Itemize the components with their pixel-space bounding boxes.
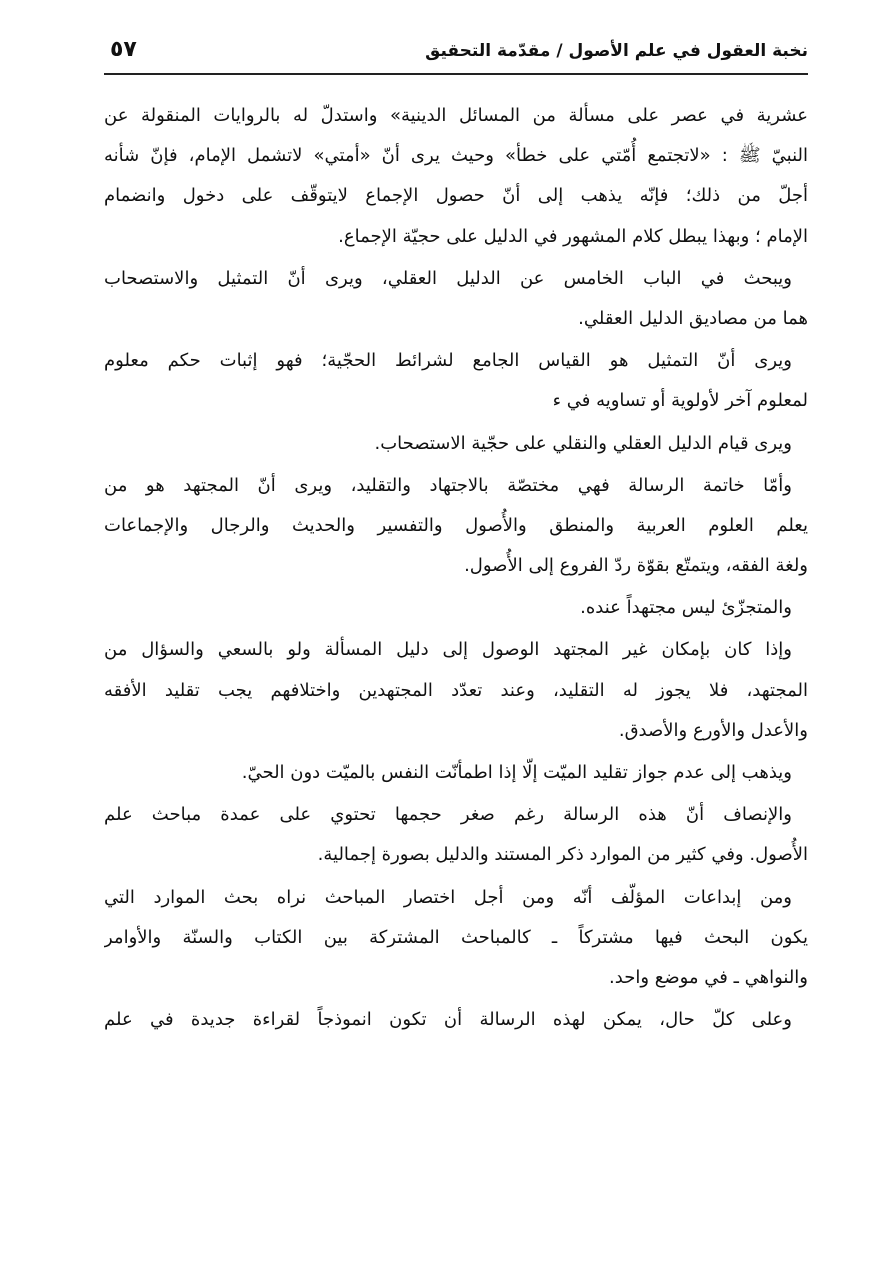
- text-line: والنواهي ـ في موضع واحد.: [609, 966, 808, 988]
- text-line: ومن إبداعات المؤلّف أنّه ومن أجل اختصار المباحث نراه بحث الموارد التي: [104, 886, 792, 908]
- text-line: ولغة الفقه، ويتمتّع بقوّة ردّ الفروع إلى الأُصول.: [464, 555, 808, 577]
- text-line: يعلم العلوم العربية والمنطق والأُصول والتفسير والحديث والرجال والإجماعات: [104, 514, 808, 536]
- text-line: ويذهب إلى عدم جواز تقليد الميّت إلّا إذا اطمأنّت النفس بالميّت دون الحيّ.: [241, 762, 792, 783]
- text-line: أجلّ من ذلك؛ فإنّه يذهب إلى أنّ حصول الإجماع لايتوقّف على دخول وانضمام: [104, 185, 808, 207]
- text-line: المجتهد، فلا يجوز له التقليد، وعند تعدّد المجتهدين واختلافهم يجب تقليد الأفقه: [104, 679, 808, 701]
- text-line: ويبحث في الباب الخامس عن الدليل العقلي، ويرى أنّ التمثيل والاستصحاب: [104, 267, 792, 289]
- text-line: هما من مصاديق الدليل العقلي.: [578, 307, 808, 329]
- text-line: وعلى كلّ حال، يمكن لهذه الرسالة أن تكون انموذجاً لقراءة جديدة في علم: [104, 1009, 792, 1031]
- running-title: نخبة العقول في علم الأصول / مقدّمة التحقيق: [425, 41, 808, 61]
- text-line: والإنصاف أنّ هذه الرسالة رغم صغر حجمها تحتوي على عمدة مباحث علم: [104, 804, 792, 826]
- page-number: ٥٧: [110, 37, 137, 62]
- text-line: عشرية في عصر على مسألة من المسائل الدينية» واستدلّ له بالروايات المنقولة عن: [104, 105, 808, 126]
- text-line: النبيّ ﷺ : «لاتجتمع أُمّتي على خطأ» وحيث يرى أنّ «أمتي» لاتشمل الإمام، فإنّ شأنه: [104, 145, 808, 167]
- text-line: يكون البحث فيها مشتركاً ـ كالمباحث المشتركة بين الكتاب والسنّة والأوامر: [104, 926, 808, 948]
- text-line: الإمام ؛ وبهذا يبطل كلام المشهور في الدليل على حجيّة الإجماع.: [338, 225, 808, 247]
- text-line: والمتجزّئ ليس مجتهداً عنده.: [580, 597, 792, 619]
- text-line: لمعلوم آخر لأولوية أو تساويه في ء: [552, 390, 808, 412]
- page-header: [104, 33, 808, 75]
- text-line: ويرى قيام الدليل العقلي والنقلي على حجّية الاستصحاب.: [374, 432, 792, 454]
- text-line: وإذا كان بإمكان غير المجتهد الوصول إلى دليل المسألة ولو بالسعي والسؤال من: [104, 639, 792, 661]
- text-line: وأمّا خاتمة الرسالة فهي مختصّة بالاجتهاد والتقليد، ويرى أنّ المجتهد هو من: [104, 474, 792, 496]
- text-line: ويرى أنّ التمثيل هو القياس الجامع لشرائط الحجّية؛ فهو إثبات حكم معلوم: [104, 350, 792, 372]
- body-text: [104, 96, 808, 1040]
- text-line: الأُصول. وفي كثير من الموارد ذكر المستند والدليل بصورة إجمالية.: [317, 844, 808, 866]
- text-line: والأعدل والأورع والأصدق.: [618, 719, 808, 741]
